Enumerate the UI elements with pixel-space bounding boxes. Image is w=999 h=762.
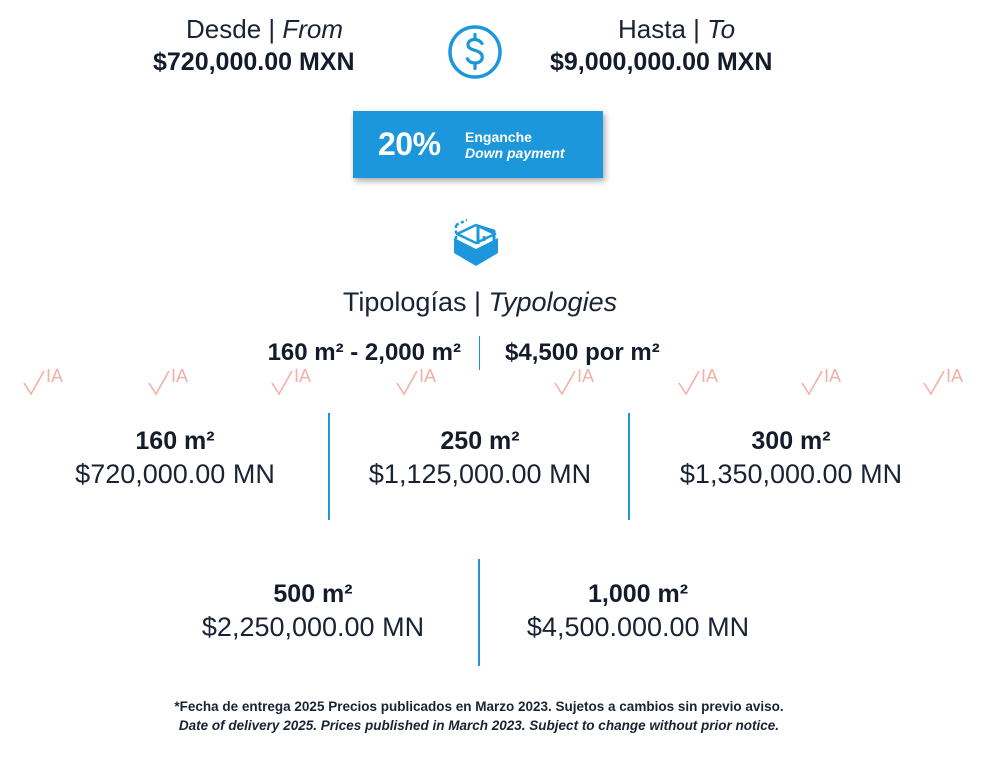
watermark-check-icon	[553, 370, 577, 396]
footnote-en: Date of delivery 2025. Prices published in March 2023. Subject to change without prior notice.	[178, 718, 780, 733]
summary-divider	[479, 336, 480, 370]
lot-card	[25, 427, 325, 490]
from-label-en: From	[282, 14, 344, 44]
column-divider	[628, 413, 630, 520]
lot-price: $1,125,000.00 MN	[368, 459, 592, 489]
watermark-check-icon	[677, 370, 701, 396]
watermark-text: IA	[577, 366, 595, 386]
down-payment-percent: 20%	[378, 126, 441, 162]
watermark-mark	[22, 364, 78, 396]
watermark-mark	[922, 364, 978, 396]
lot-card	[488, 580, 788, 643]
lot-price: $1,350,000.00 MN	[679, 459, 903, 489]
watermark-mark	[270, 364, 326, 396]
lot-price: $4,500.000.00 MN	[526, 612, 750, 642]
watermark-mark	[395, 364, 451, 396]
watermark-check-icon	[800, 370, 824, 396]
watermark-check-icon	[395, 370, 419, 396]
watermark-check-icon	[270, 370, 294, 396]
down-payment-label-en: Down payment	[465, 145, 565, 161]
down-payment-label-es: Enganche	[465, 129, 532, 145]
lot-card	[163, 580, 463, 643]
watermark-text: IA	[701, 366, 719, 386]
to-price: $9,000,000.00 MXN	[550, 48, 773, 76]
watermark-mark	[677, 364, 733, 396]
lot-price: $720,000.00 MN	[75, 459, 275, 489]
size-range: 160 m² - 2,000 m²	[267, 339, 461, 366]
lot-area: 160 m²	[135, 427, 215, 455]
footnote-es: *Fecha de entrega 2025 Precios publicados en Marzo 2023. Sujetos a cambios sin previo aviso.	[174, 699, 784, 714]
column-divider	[478, 559, 480, 666]
price-per-m2: $4,500 por m²	[505, 339, 660, 366]
from-price: $720,000.00 MXN	[153, 48, 355, 76]
watermark-text: IA	[419, 366, 437, 386]
watermark-text: IA	[46, 366, 64, 386]
watermark-text: IA	[946, 366, 964, 386]
lot-card	[330, 427, 630, 490]
watermark-check-icon	[22, 370, 46, 396]
watermark-mark	[147, 364, 203, 396]
lot-card	[641, 427, 941, 490]
lot-area: 300 m²	[751, 427, 831, 455]
to-label-en: To	[707, 14, 736, 44]
watermark-mark	[800, 364, 856, 396]
from-label-es: Desde	[186, 14, 262, 44]
typologies-separator: |	[473, 287, 481, 317]
from-heading	[186, 14, 343, 45]
watermark-text: IA	[824, 366, 842, 386]
lot-area: 1,000 m²	[587, 580, 689, 608]
dollar-circle-icon	[446, 23, 504, 81]
floor-plan-cube-icon	[451, 219, 501, 271]
to-label-es: Hasta	[618, 14, 686, 44]
typologies-title	[0, 287, 960, 318]
watermark-mark	[553, 364, 609, 396]
from-separator: |	[268, 14, 276, 44]
typologies-title-es: Tipologías	[342, 287, 467, 317]
down-payment-badge	[353, 111, 603, 178]
lot-area: 500 m²	[273, 580, 353, 608]
watermark-text: IA	[294, 366, 312, 386]
watermark-text: IA	[171, 366, 189, 386]
typologies-title-en: Typologies	[488, 287, 618, 317]
to-heading	[618, 14, 735, 45]
to-separator: |	[693, 14, 700, 44]
watermark-check-icon	[922, 370, 946, 396]
watermark-check-icon	[147, 370, 171, 396]
lot-price: $2,250,000.00 MN	[201, 612, 425, 642]
lot-area: 250 m²	[440, 427, 520, 455]
